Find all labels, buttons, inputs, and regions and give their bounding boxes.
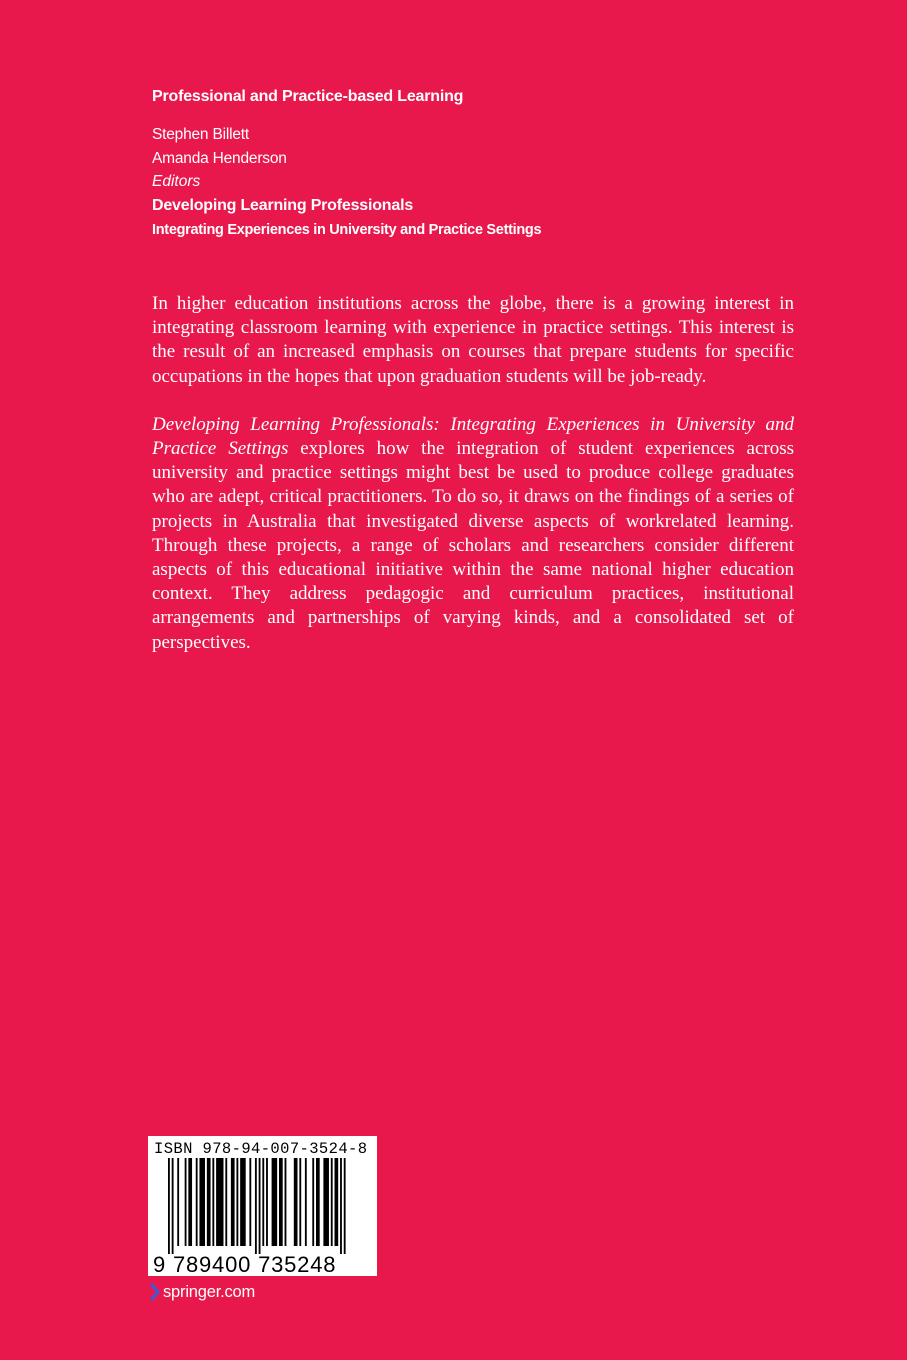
description-book-title: Developing Learning Professionals: Integrating Experiences in University and Practice Settings: [152, 413, 794, 460]
chevron-right-icon: [150, 1282, 160, 1302]
editor-name: Stephen Billett: [152, 126, 249, 143]
book-header: [152, 86, 792, 242]
description-paragraph: In higher education institutions across the globe, there is a growing interest in integrating classroom learning with experience in practice settings. This interest is the result of an increased emphasis on courses that prepare students for specific occupations in the hopes that upon graduation students will be job-ready.: [152, 293, 794, 387]
isbn-number: ISBN 978-94-007-3524-8: [154, 1140, 368, 1158]
publisher-url: springer.com: [163, 1282, 256, 1301]
series-title: Professional and Practice-based Learning: [152, 88, 464, 105]
book-subtitle: Integrating Experiences in University and Practice Settings: [152, 221, 542, 238]
book-description: [152, 292, 794, 679]
book-title: Developing Learning Professionals: [152, 196, 414, 214]
description-paragraph: [152, 413, 794, 655]
editors-label: Editors: [152, 173, 201, 190]
barcode-bars: [168, 1158, 364, 1254]
publisher-link[interactable]: [150, 1282, 255, 1302]
barcode-label: [148, 1136, 377, 1276]
description-text: explores how the integration of student experiences across university and practice settings might best be used to produce college graduates who are adept, critical practitioners. To do so, it draws on the findings of a series of projects in Australia that investigated diverse aspects of workrelated learning. Through these projects, a range of scholars and researchers consider different aspects of this educational initiative within the same national higher education context. They address pedagogic and curriculum practices, institutional arrangements and partnerships of varying kinds, and a consolidated set of perspectives.: [152, 438, 794, 653]
editor-name: Amanda Henderson: [152, 149, 287, 167]
ean-digits: 9 789400 735248: [153, 1252, 337, 1277]
